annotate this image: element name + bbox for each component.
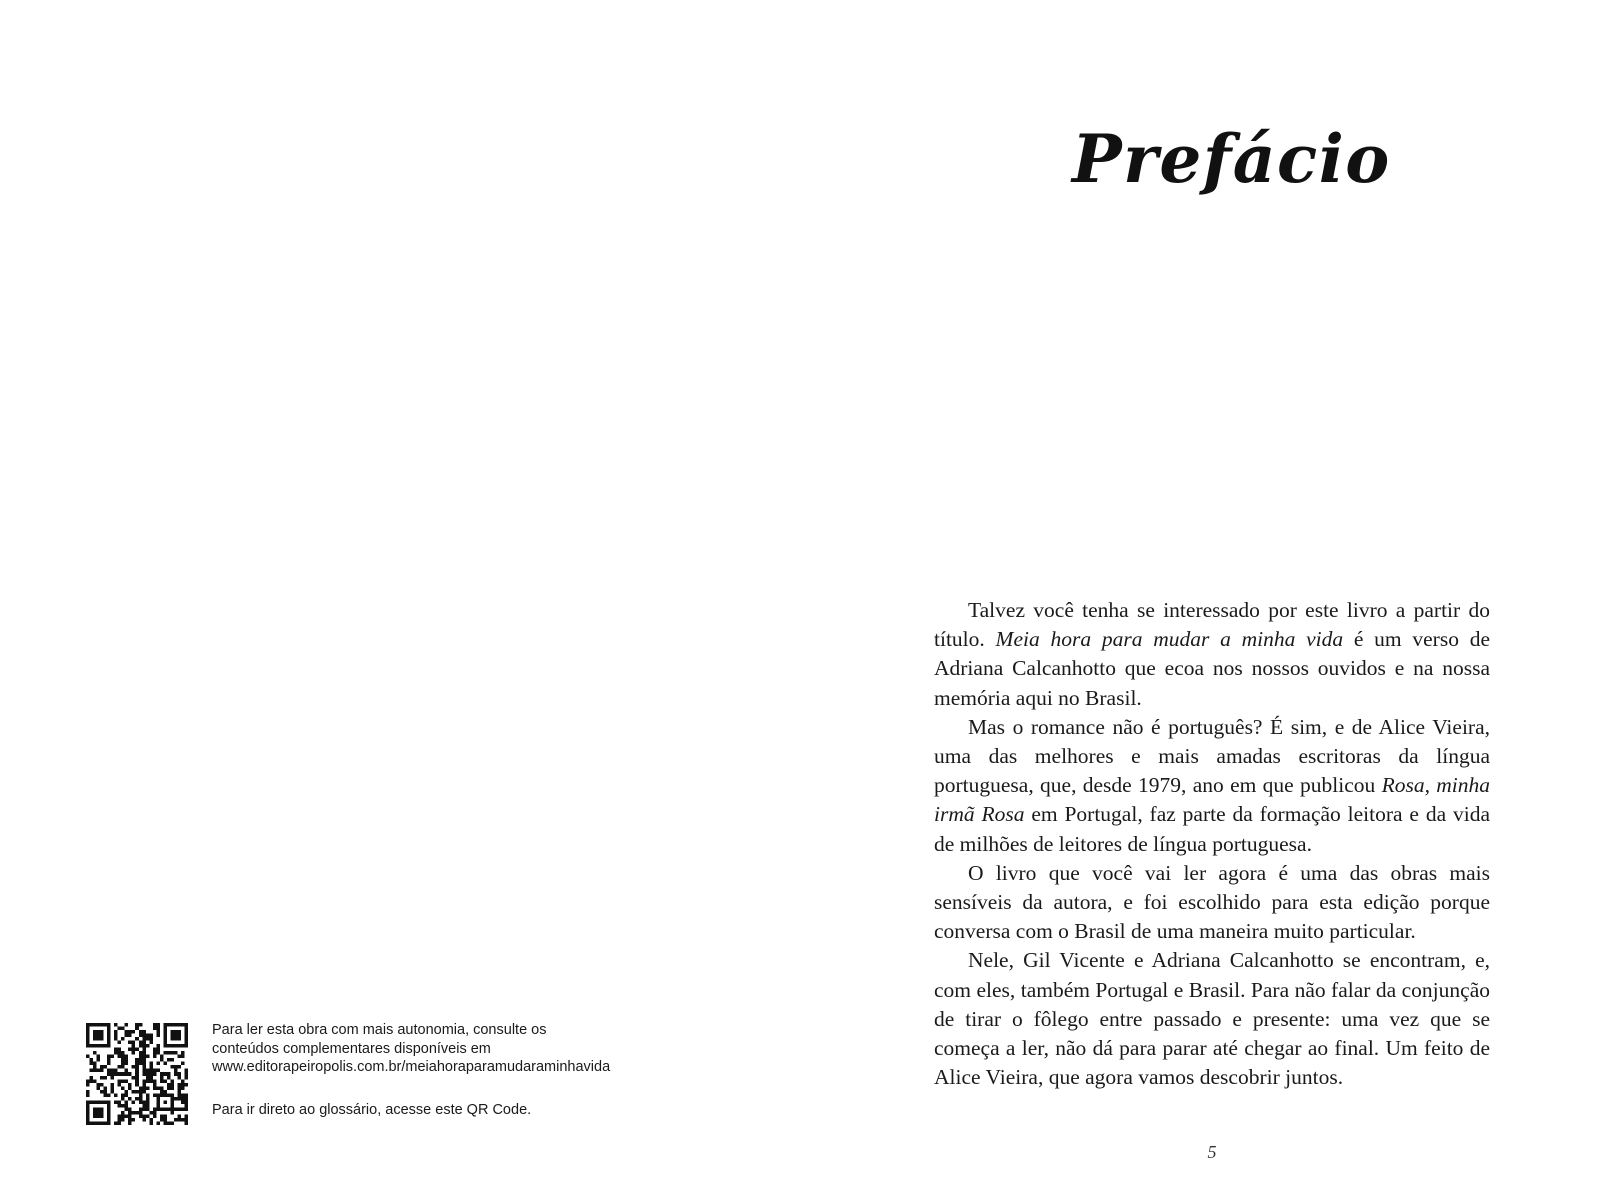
qr-code-icon[interactable] xyxy=(86,1023,188,1125)
qr-note-line-2: conteúdos complementares disponíveis em xyxy=(212,1040,491,1057)
paragraph-2-book-title: Rosa, minha irmã Rosa xyxy=(934,773,1491,827)
qr-note-glossary: Para ir direto ao glossário, acesse este QR Code. xyxy=(212,1101,532,1118)
paragraph-2 xyxy=(934,713,1490,859)
paragraph-1-text-b: é um verso de Adriana Calcanhotto que ecoa nos nossos ouvidos e na nossa memória aqui no Brasil. xyxy=(934,627,1490,710)
paragraph-1-text-a: Talvez você tenha se interessado por este livro a partir do título. xyxy=(934,598,1490,652)
preface-body xyxy=(934,596,1490,1092)
paragraph-1-book-title: Meia hora para mudar a minha vida xyxy=(995,627,1344,652)
paragraph-2-text-b: em Portugal, faz parte da formação leitora e da vida de milhões de leitores de língua portuguesa. xyxy=(934,802,1490,856)
paragraph-1 xyxy=(934,596,1490,713)
paragraph-4: Nele, Gil Vicente e Adriana Calcanhotto se encontram, e, com eles, também Portugal e Brasil. Para não falar da conjunção de tirar o fôlego entre passado e presente: uma vez que se começa a ler, não dá para parar até chegar ao final. Um feito de Alice Vieira, que agora vamos descobrir juntos. xyxy=(934,948,1490,1090)
qr-note-url[interactable]: www.editorapeiropolis.com.br/meiahoraparamudaraminhavida xyxy=(212,1059,611,1075)
paragraph-2-text-a: Mas o romance não é português? É sim, e de Alice Vieira, uma das melhores e mais amadas escritoras da língua portuguesa, que, desde 1979, ano em que publicou xyxy=(934,714,1490,798)
paragraph-3: O livro que você vai ler agora é uma das obras mais sensíveis da autora, e foi escolhido para esta edição porque conversa com o Brasil de uma maneira muito particular. xyxy=(934,860,1490,944)
page-number xyxy=(800,1142,1600,1163)
right-page xyxy=(800,0,1600,1200)
qr-notes xyxy=(212,1021,772,1119)
chapter-title: Prefácio xyxy=(1072,120,1391,198)
page-number-value: 5 xyxy=(1207,1142,1217,1162)
qr-note-line-1: Para ler esta obra com mais autonomia, consulte os xyxy=(212,1022,547,1038)
